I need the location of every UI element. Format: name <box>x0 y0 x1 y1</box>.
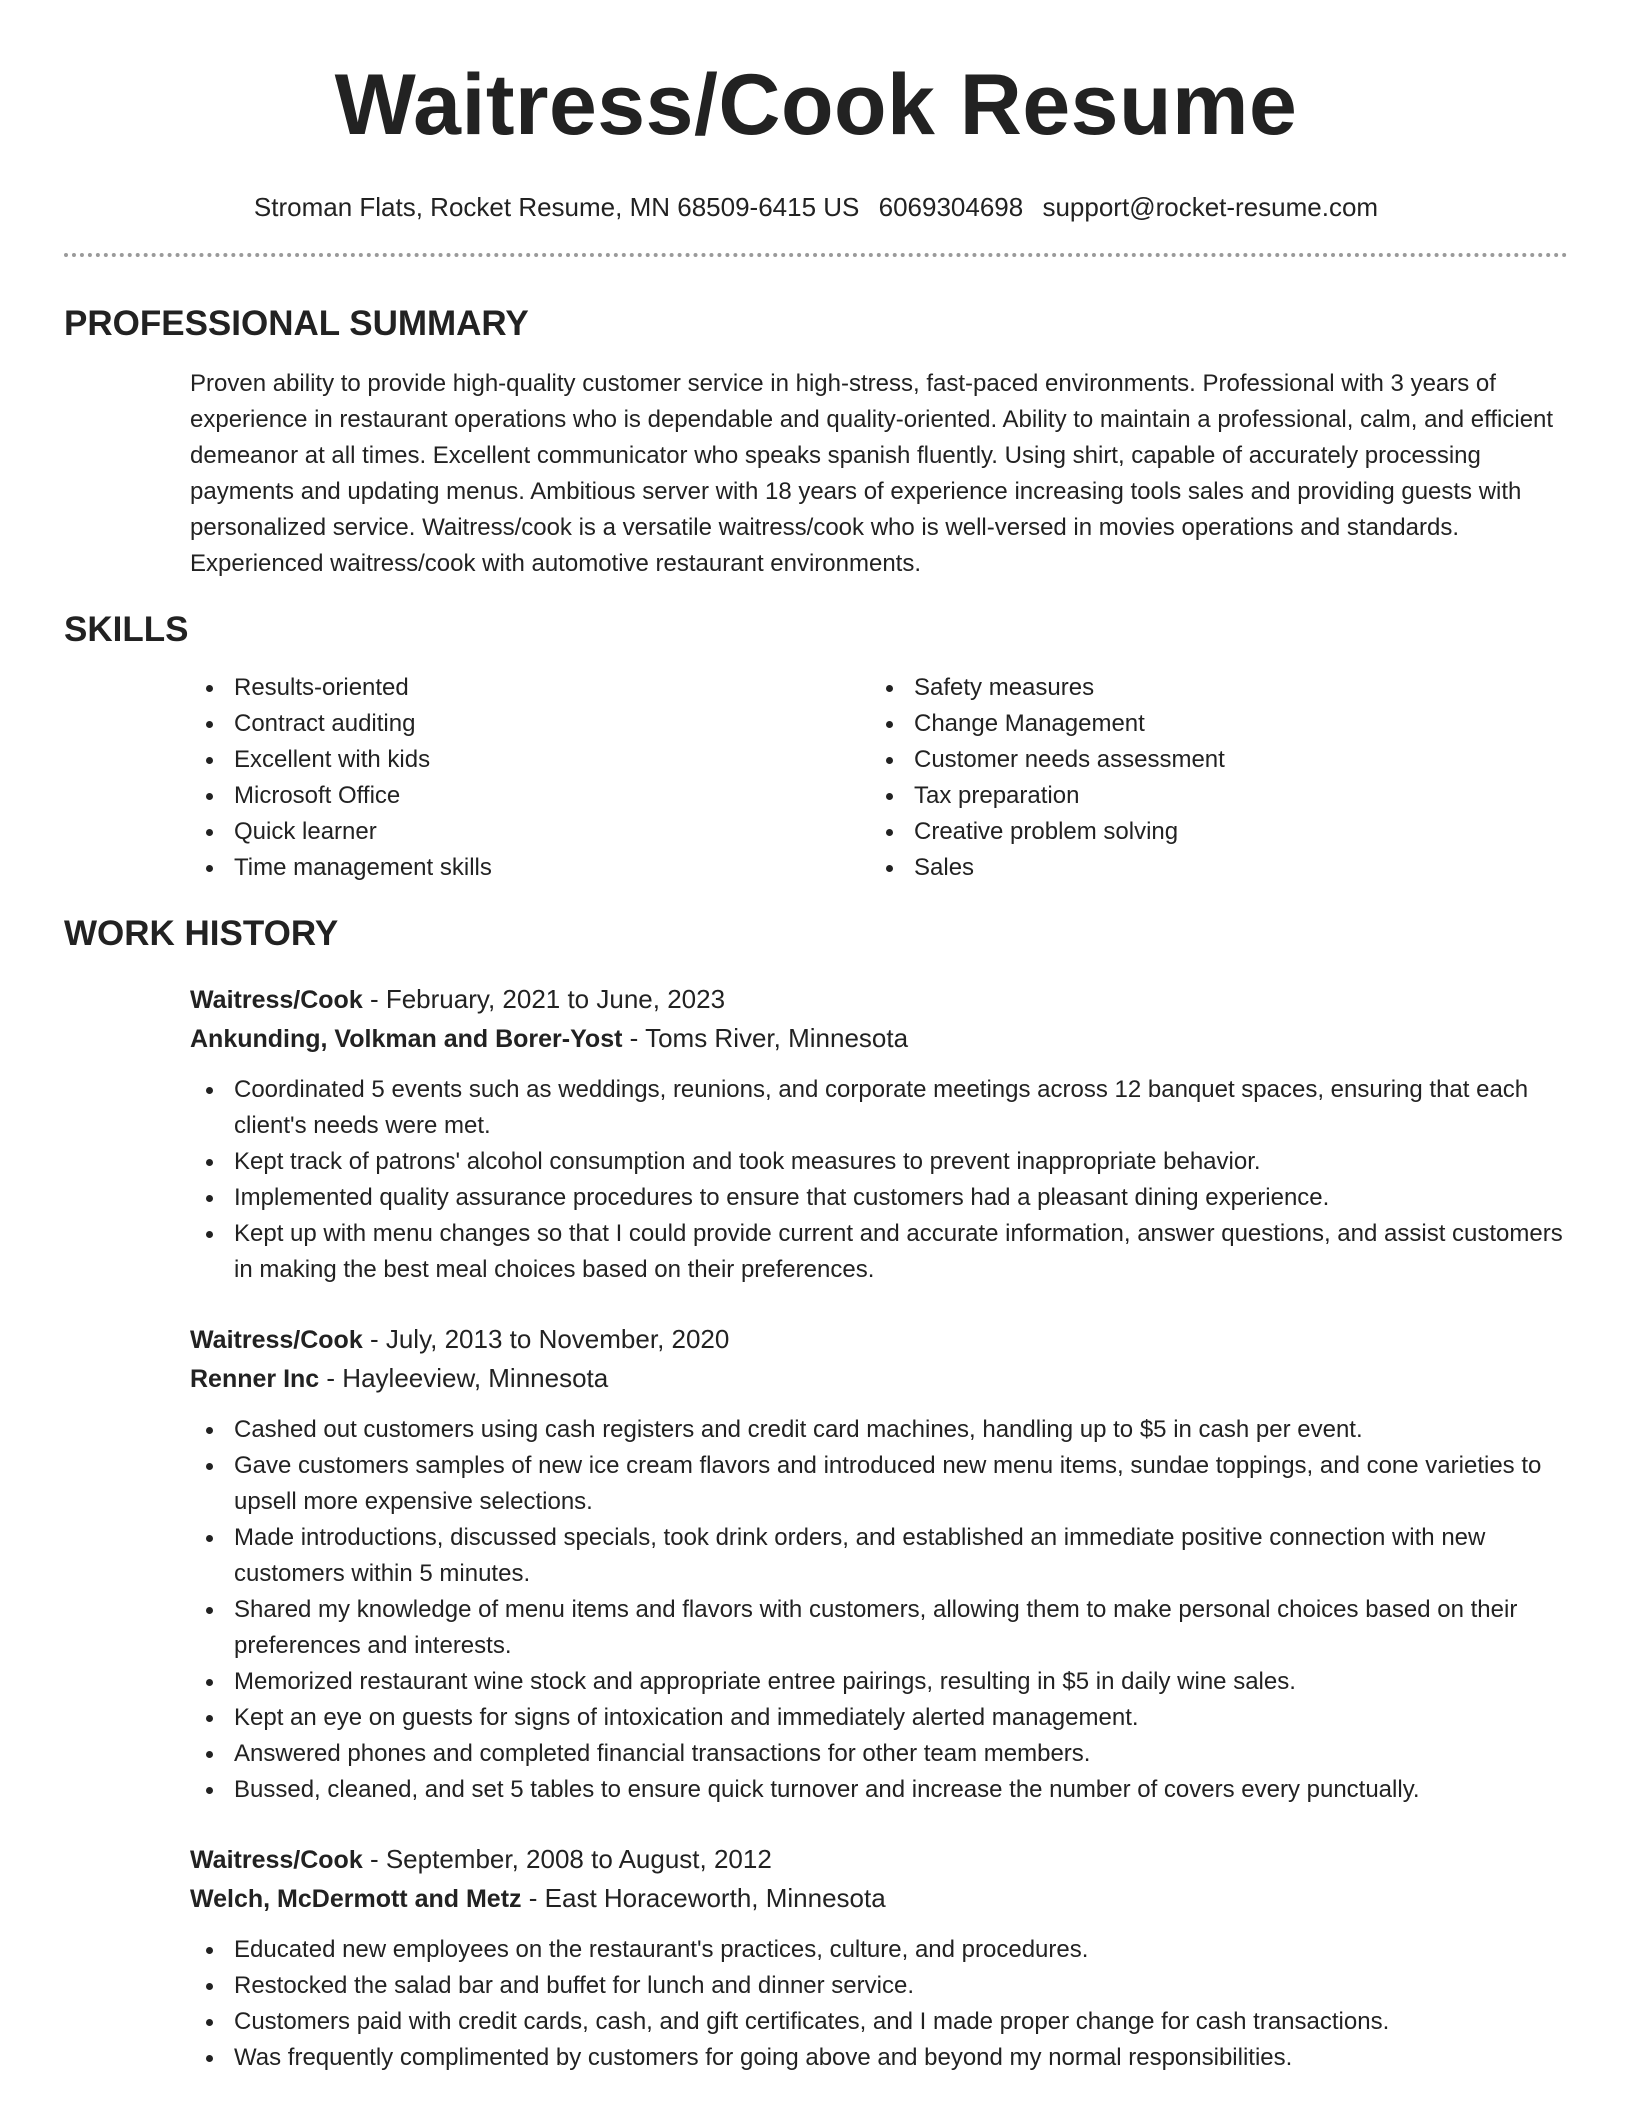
job-dates: - February, 2021 to June, 2023 <box>362 984 726 1014</box>
job-bullet: Kept track of patrons' alcohol consumption and took measures to prevent inappropriate behavior. <box>190 1144 1568 1180</box>
job-entry <box>190 1840 1568 2076</box>
job-bullet: Made introductions, discussed specials, took drink orders, and established an immediate positive connection with new customers within 5 minutes. <box>190 1520 1568 1592</box>
job-bullet: Coordinated 5 events such as weddings, reunions, and corporate meetings across 12 banquet spaces, ensuring that each client's needs were met. <box>190 1072 1568 1144</box>
job-bullet: Educated new employees on the restaurant's practices, culture, and procedures. <box>190 1932 1568 1968</box>
contact-email: support@rocket-resume.com <box>1042 192 1379 222</box>
skill-item: Time management skills <box>190 850 870 886</box>
job-bullet: Restocked the salad bar and buffet for lunch and dinner service. <box>190 1968 1568 2004</box>
contact-address: Stroman Flats, Rocket Resume, MN 68509-6415 US <box>253 192 860 222</box>
skill-item: Tax preparation <box>870 778 1550 814</box>
job-bullet: Implemented quality assurance procedures to ensure that customers had a pleasant dining experience. <box>190 1180 1568 1216</box>
skill-item: Safety measures <box>870 670 1550 706</box>
job-role: Waitress/Cook <box>190 1326 363 1354</box>
job-bullets <box>190 1072 1568 1288</box>
job-role-line <box>190 980 1568 1019</box>
skill-item: Contract auditing <box>190 706 870 742</box>
skills-column-left <box>190 670 870 886</box>
section-title-work-history: WORK HISTORY <box>64 914 339 953</box>
skills-grid <box>190 670 1568 886</box>
job-bullet: Kept an eye on guests for signs of intoxication and immediately alerted management. <box>190 1700 1568 1736</box>
job-company-line <box>190 1879 1568 1918</box>
skill-item: Creative problem solving <box>870 814 1550 850</box>
job-bullets <box>190 1932 1568 2076</box>
skills-column-right <box>870 670 1550 886</box>
skill-item: Results-oriented <box>190 670 870 706</box>
job-company-line <box>190 1019 1568 1058</box>
job-dates: - September, 2008 to August, 2012 <box>362 1844 772 1874</box>
job-location: - Hayleeview, Minnesota <box>319 1363 609 1393</box>
job-role: Waitress/Cook <box>190 1846 363 1874</box>
job-company: Renner Inc <box>190 1365 320 1393</box>
job-location: - East Horaceworth, Minnesota <box>521 1883 886 1913</box>
job-bullet: Gave customers samples of new ice cream flavors and introduced new menu items, sundae toppings, and cone varieties to upsell more expensive selections. <box>190 1448 1568 1520</box>
summary-paragraph: Proven ability to provide high-quality customer service in high-stress, fast-paced environments. Professional with 3 years of experience in restaurant operations who is dependable and quality-oriented. Ability to maintain a professional, calm, and efficient demeanor at all times. Excellent communicator who speaks spanish fluently. Using shirt, capable of accurately processing payments and updating menus. Ambitious server with 18 years of experience increasing tools sales and providing guests with personalized service. Waitress/cook is a versatile waitress/cook who is well-versed in movies operations and standards. Experienced waitress/cook with automotive restaurant environments. <box>190 370 1554 577</box>
skill-item: Change Management <box>870 706 1550 742</box>
job-bullet: Customers paid with credit cards, cash, and gift certificates, and I made proper change for cash transactions. <box>190 2004 1568 2040</box>
job-role: Waitress/Cook <box>190 986 363 1014</box>
job-role-line <box>190 1320 1568 1359</box>
job-company: Welch, McDermott and Metz <box>190 1885 522 1913</box>
contact-phone: 6069304698 <box>878 192 1024 222</box>
skill-item: Quick learner <box>190 814 870 850</box>
job-entry <box>190 1320 1568 1808</box>
job-bullet: Memorized restaurant wine stock and appropriate entree pairings, resulting in $5 in daily wine sales. <box>190 1664 1568 1700</box>
skill-item: Sales <box>870 850 1550 886</box>
skill-item: Microsoft Office <box>190 778 870 814</box>
job-bullet: Was frequently complimented by customers for going above and beyond my normal responsibilities. <box>190 2040 1568 2076</box>
contact-line <box>64 191 1568 223</box>
job-bullet: Answered phones and completed financial transactions for other team members. <box>190 1736 1568 1772</box>
job-location: - Toms River, Minnesota <box>622 1023 909 1053</box>
resume-title: Waitress/Cook Resume <box>334 57 1298 153</box>
job-bullet: Cashed out customers using cash registers and credit card machines, handling up to $5 in cash per event. <box>190 1412 1568 1448</box>
header-divider <box>64 253 1568 257</box>
job-bullet: Bussed, cleaned, and set 5 tables to ensure quick turnover and increase the number of covers every punctually. <box>190 1772 1568 1808</box>
job-bullets <box>190 1412 1568 1808</box>
section-title-summary: PROFESSIONAL SUMMARY <box>64 304 529 343</box>
job-bullet: Kept up with menu changes so that I could provide current and accurate information, answer questions, and assist customers in making the best meal choices based on their preferences. <box>190 1216 1568 1288</box>
job-bullet: Shared my knowledge of menu items and flavors with customers, allowing them to make personal choices based on their preferences and interests. <box>190 1592 1568 1664</box>
job-entry <box>190 980 1568 1288</box>
job-company-line <box>190 1359 1568 1398</box>
job-role-line <box>190 1840 1568 1879</box>
skill-item: Excellent with kids <box>190 742 870 778</box>
skill-item: Customer needs assessment <box>870 742 1550 778</box>
job-dates: - July, 2013 to November, 2020 <box>362 1324 730 1354</box>
job-company: Ankunding, Volkman and Borer-Yost <box>190 1025 623 1053</box>
section-title-skills: SKILLS <box>64 610 189 649</box>
